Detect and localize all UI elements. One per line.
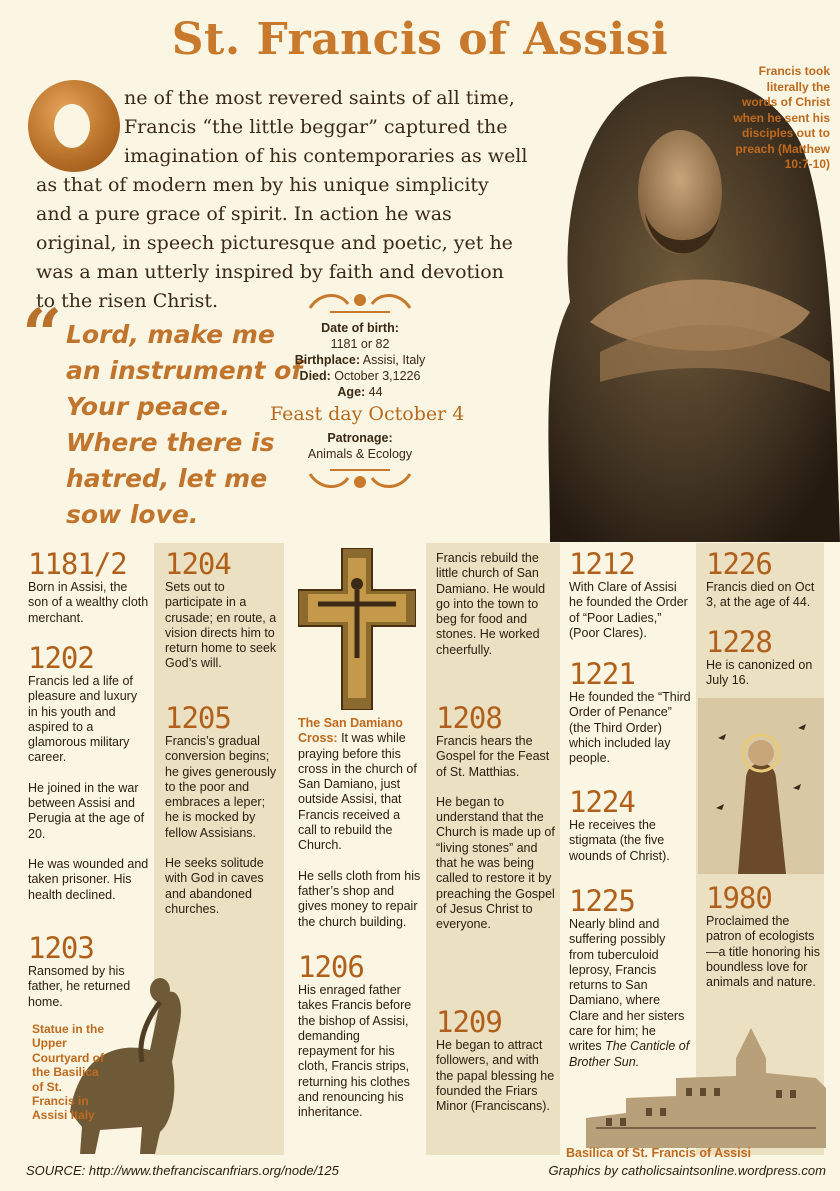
- entry-text: It was while praying before this cross in the church of San Damiano, just outside Assisi, that Francis received a call to rebuild the Church.: [298, 731, 417, 853]
- year-label: 1203: [28, 931, 94, 965]
- year-label: 1212: [569, 547, 635, 581]
- cross-title: The San Damiano Cross:: [298, 716, 403, 746]
- entry-text: He began to attract followers, and with the papal blessing he founded the Friars Minor (Franciscans).: [436, 1038, 555, 1114]
- entry-1226: [706, 548, 822, 611]
- birthplace-value: Assisi, Italy: [362, 353, 426, 367]
- entry-text: Francis rebuild the little church of San Damiano. He would go into the town to beg for food and stones. He worked cheerfully.: [436, 551, 546, 657]
- age-value: 44: [368, 385, 383, 399]
- ornament-top-icon: [300, 290, 420, 316]
- entry-text: Francis’s gradual conversion begins; he gives generously to the poor and embraces a leper; he is mocked by fellow Assisians.: [165, 734, 277, 840]
- died-value: October 3,1226: [334, 369, 421, 383]
- year-label: 1980: [706, 881, 772, 915]
- rebuild-entry: [436, 551, 556, 658]
- entry-text: He seeks solitude with God in caves and abandoned churches.: [165, 856, 264, 916]
- entry-1221: [569, 658, 691, 766]
- quote-line: Your peace.: [66, 392, 230, 421]
- year-label: 1206: [298, 950, 364, 984]
- entry-text: Born in Assisi, the son of a wealthy cloth merchant.: [28, 580, 149, 625]
- quote-mark-icon: “: [22, 293, 63, 376]
- quote-line: Lord, make me: [66, 320, 275, 349]
- year-label: 1209: [436, 1005, 502, 1039]
- facts-box: [270, 290, 465, 496]
- birthplace-label: Birthplace:: [294, 353, 360, 367]
- entry-text: He founded the “Third Order of Penance” (the Third Order) which included lay people.: [569, 690, 691, 766]
- graphics-credit: Graphics by catholicsaintsonline.wordpress.com: [548, 1163, 826, 1178]
- entry-1202: [28, 642, 150, 903]
- san-damiano-cross-image: [298, 548, 416, 710]
- matthew-aside-note: Francis took literally the words of Christ when he sent his disciples out to preach (Matthew 10:7-10): [733, 64, 830, 171]
- entry-text: Ransomed by his father, he returned home.: [28, 964, 131, 1009]
- entry-1205: [165, 702, 280, 917]
- year-label: 1181/2: [28, 547, 127, 581]
- entry-text: Francis died on Oct 3, at the age of 44.: [706, 580, 815, 610]
- entry-text: Francis led a life of pleasure and luxury in his youth and aspired to a glamorous military career.: [28, 674, 138, 765]
- intro-line: imagination of his contemporaries as well: [124, 145, 528, 167]
- entry-text: Francis hears the Gospel for the Feast of St. Matthias.: [436, 734, 550, 779]
- quote-line: hatred, let me: [66, 464, 268, 493]
- dropcap-letter-o: [28, 80, 120, 172]
- quote-line: sow love.: [66, 500, 199, 529]
- feast-day: Feast day October 4: [270, 403, 465, 425]
- entry-1980: [706, 882, 822, 990]
- year-label: 1225: [569, 884, 635, 918]
- year-label: 1205: [165, 701, 231, 735]
- intro-line: to the risen Christ.: [36, 290, 219, 312]
- entry-text: He joined in the war between Assisi and Perugia at the age of 20.: [28, 780, 145, 841]
- entry-text: He is canonized on July 16.: [706, 658, 813, 688]
- entry-1204: [165, 548, 280, 672]
- entry-text: He sells cloth from his father’s shop and gives money to repair the church building.: [298, 868, 421, 929]
- entry-1181: [28, 548, 150, 626]
- page-title: St. Francis of Assisi: [171, 14, 669, 65]
- quote-line: an instrument of: [66, 356, 303, 385]
- basilica-caption: Basilica of St. Francis of Assisi: [566, 1146, 752, 1160]
- intro-line: as that of modern men by his unique simplicity: [36, 174, 489, 196]
- entry-1228: [706, 626, 822, 689]
- intro-line: was a man utterly inspired by faith and devotion: [36, 261, 504, 283]
- francis-with-birds-image: [698, 698, 824, 874]
- intro-line: and a pure grace of spirit. In action he was: [36, 203, 452, 225]
- entry-1206: [298, 951, 422, 1121]
- entry-1212: [569, 548, 691, 641]
- patronage-label: Patronage:: [327, 431, 393, 445]
- year-label: 1226: [706, 547, 772, 581]
- intro-line: Francis “the little beggar” captured the: [124, 116, 508, 138]
- entry-text: Proclaimed the patron of ecologists—a title honoring his boundless love for animals and nature.: [706, 914, 820, 990]
- intro-line: original, in speech picturesque and poetic, yet he: [36, 232, 513, 254]
- year-label: 1221: [569, 657, 635, 691]
- year-label: 1208: [436, 701, 502, 735]
- entry-text: Nearly blind and suffering possibly from tuberculoid leprosy, Francis returns to San Damiano, where Clare and her sisters care for him; he writes: [569, 917, 685, 1054]
- died-label: Died:: [299, 369, 331, 383]
- entry-text: He began to understand that the Church is made up of “living stones” and that he was being called to restore it by preaching the Gospel of Jesus Christ to everyone.: [436, 794, 555, 932]
- entry-text: He was wounded and taken prisoner. His health declined.: [28, 856, 149, 902]
- entry-text: With Clare of Assisi he founded the Order of “Poor Ladies,” (Poor Clares).: [569, 580, 688, 640]
- source-footer: SOURCE: http://www.thefranciscanfriars.org/node/125: [26, 1163, 339, 1178]
- patronage-value: Animals & Ecology: [307, 447, 413, 461]
- birth-value: 1181 or 82: [330, 337, 390, 351]
- entry-1224: [569, 786, 691, 864]
- canticle-title: The Canticle of Brother Sun.: [569, 1039, 690, 1069]
- year-label: 1202: [28, 641, 94, 675]
- statue-caption: Statue in the Upper Courtyard of the Basilica of St. Francis in Assisi Italy: [32, 1022, 105, 1123]
- entry-text: Sets out to participate in a crusade; en route, a vision directs him to return home to seek God’s will.: [165, 580, 277, 671]
- ornament-bottom-icon: [300, 466, 420, 492]
- entry-1208: [436, 702, 556, 933]
- quote-line: Where there is: [66, 428, 275, 457]
- age-label: Age:: [337, 385, 366, 399]
- birth-label: Date of birth:: [321, 321, 399, 335]
- year-label: 1228: [706, 625, 772, 659]
- intro-line: ne of the most revered saints of all time,: [124, 87, 515, 109]
- entry-1209: [436, 1006, 556, 1114]
- entry-text: He receives the stigmata (the five wounds of Christ).: [569, 818, 670, 863]
- cross-entry: [298, 716, 422, 930]
- year-label: 1204: [165, 547, 231, 581]
- entry-text: His enraged father takes Francis before the bishop of Assisi, demanding repayment for his cloth, Francis strips, returning his clothes and renouncing his inheritance.: [298, 983, 412, 1120]
- year-label: 1224: [569, 785, 635, 819]
- basilica-image: [586, 1018, 826, 1148]
